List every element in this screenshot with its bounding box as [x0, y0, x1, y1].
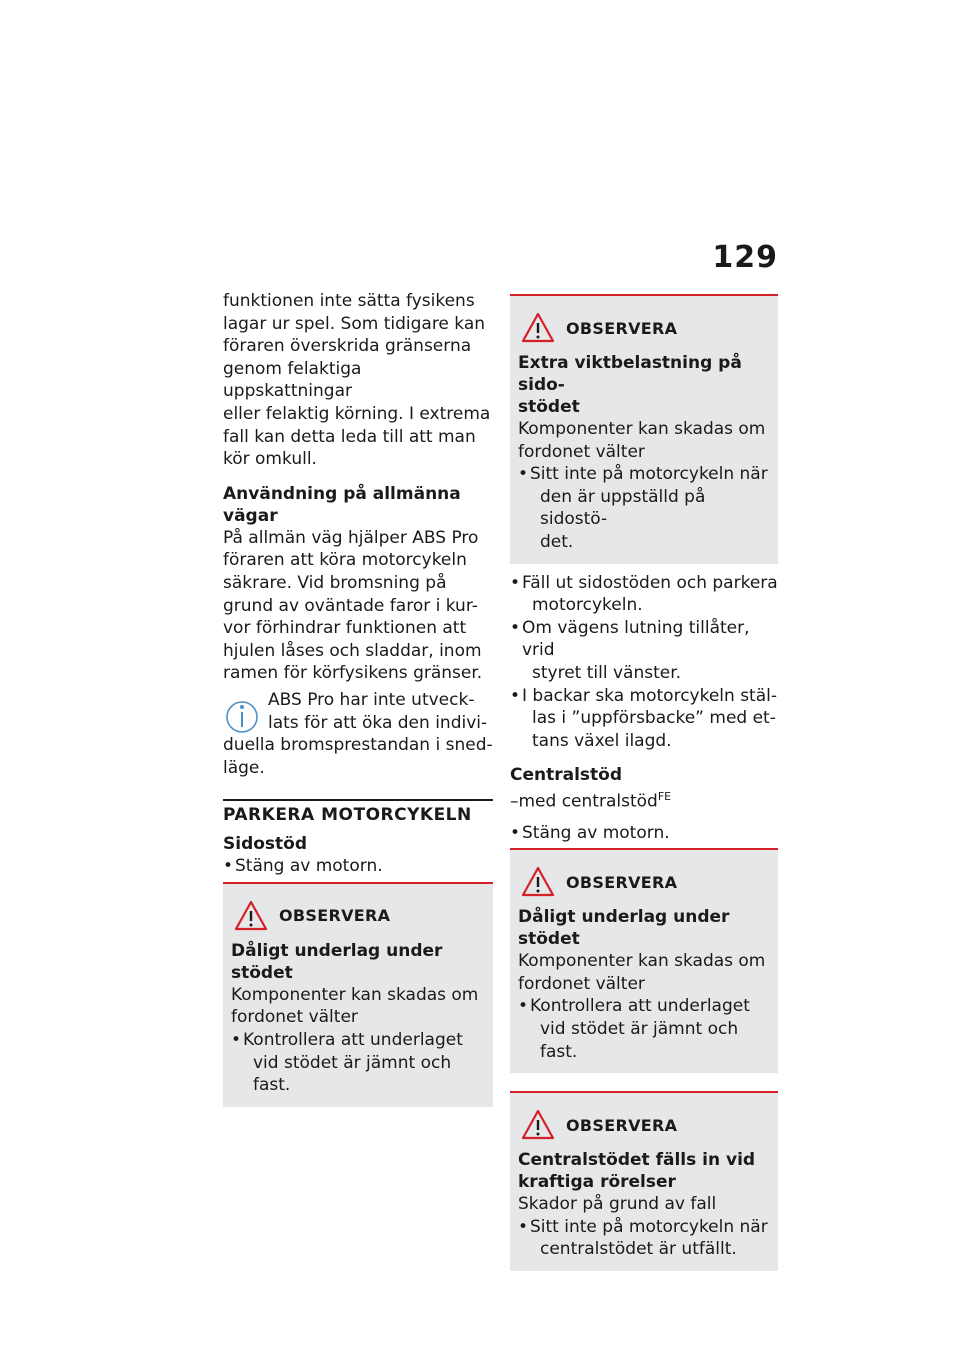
sidestand-heading: Sidostöd [223, 834, 308, 855]
list-item: • Stäng av motorn. [510, 822, 778, 845]
text-line: fall kan detta leda till att man [223, 426, 476, 447]
info-icon [225, 693, 259, 733]
notice-title: OBSERVERA [566, 1115, 678, 1135]
text-line: genom felaktiga uppskattningar [223, 358, 362, 402]
notice-heading: Extra viktbelastning på sido- [518, 353, 742, 395]
list-item: • Sitt inte på motorcykeln när centralstödet är utfällt. [518, 1216, 770, 1261]
list-item: • Fäll ut sidostöden och parkera motorcykeln. [510, 572, 778, 617]
notice-heading: Dåligt underlag under stödet [231, 940, 443, 983]
intro-paragraph [223, 290, 493, 471]
list-item: • Stäng av motorn. [223, 855, 493, 878]
right-column [510, 294, 778, 1271]
warning-notice: OBSERVERA Extra viktbelastning på sido- stödet Komponenter kan skadas om fordonet välter • Sitt inte på motorcykeln när den är uppställd på sidostö- det. [510, 294, 778, 564]
warning-triangle-icon [233, 899, 269, 933]
warning-triangle-icon [520, 865, 556, 899]
notice-title: OBSERVERA [279, 906, 391, 926]
left-column [223, 290, 493, 1107]
list-item: • Sitt inte på motorcykeln när den är uppställd på sidostö- det. [518, 463, 770, 553]
warning-notice: OBSERVERA Dåligt underlag under stödet Komponenter kan skadas om fordonet välter • Kontrollera att underlaget vid stödet är jämnt och fast. [223, 882, 493, 1107]
list-item: • Kontrollera att underlaget vid stödet är jämnt och fast. [231, 1029, 485, 1097]
notice-title: OBSERVERA [566, 318, 678, 338]
notice-title: OBSERVERA [566, 872, 678, 892]
public-roads-heading: Användning på allmänna vägar [223, 483, 461, 526]
text-line: funktionen inte sätta fysikens [223, 291, 475, 311]
text-line: kör omkull. [223, 449, 317, 470]
centerstand-heading: Centralstöd [510, 765, 623, 786]
list-item: • Om vägens lutning tillåter, vrid styret till vänster. [510, 617, 778, 685]
warning-triangle-icon [520, 1108, 556, 1142]
notice-heading: Centralstödet fälls in vid [518, 1150, 756, 1171]
text-line: eller felaktig körning. I extrema [223, 403, 491, 424]
page-number: 129 [712, 240, 778, 275]
info-note: ABS Pro har inte utveck- lats för att öka den indivi- duella bromsprestandan i sned- läge. [223, 689, 493, 778]
warning-notice: OBSERVERA Dåligt underlag under stödet Komponenter kan skadas om fordonet välter • Kontrollera att underlaget vid stödet är jämnt och fast. [510, 848, 778, 1073]
model-superscript: FE [657, 790, 672, 804]
text-line: föraren överskrida gränserna [223, 336, 472, 357]
list-item: • I backar ska motorcykeln stäl- las i ”uppförsbacke” med et- tans växel ilagd. [510, 685, 778, 753]
warning-triangle-icon [520, 311, 556, 345]
text-line: lagar ur spel. Som tidigare kan [223, 313, 486, 334]
list-item: • Kontrollera att underlaget vid stödet är jämnt och fast. [518, 995, 770, 1063]
section-title: PARKERA MOTORCYKELN [223, 799, 493, 825]
public-roads-paragraph: På allmän väg hjälper ABS Pro föraren att köra motorcykeln säkrare. Vid bromsning på grund av oväntade faror i kur- vor förhindrar funktionen att hjulen låses och sladdar, inom ramen för körfysikens gränser. [223, 527, 483, 684]
warning-notice: OBSERVERA Centralstödet fälls in vid kraftiga rörelser Skador på grund av fall • Sitt inte på motorcykeln när centralstödet är utfällt. [510, 1091, 778, 1271]
centerstand-sub: –med centralstöd$^{FE}$ [510, 790, 672, 812]
notice-heading: Dåligt underlag under stödet [518, 907, 730, 950]
